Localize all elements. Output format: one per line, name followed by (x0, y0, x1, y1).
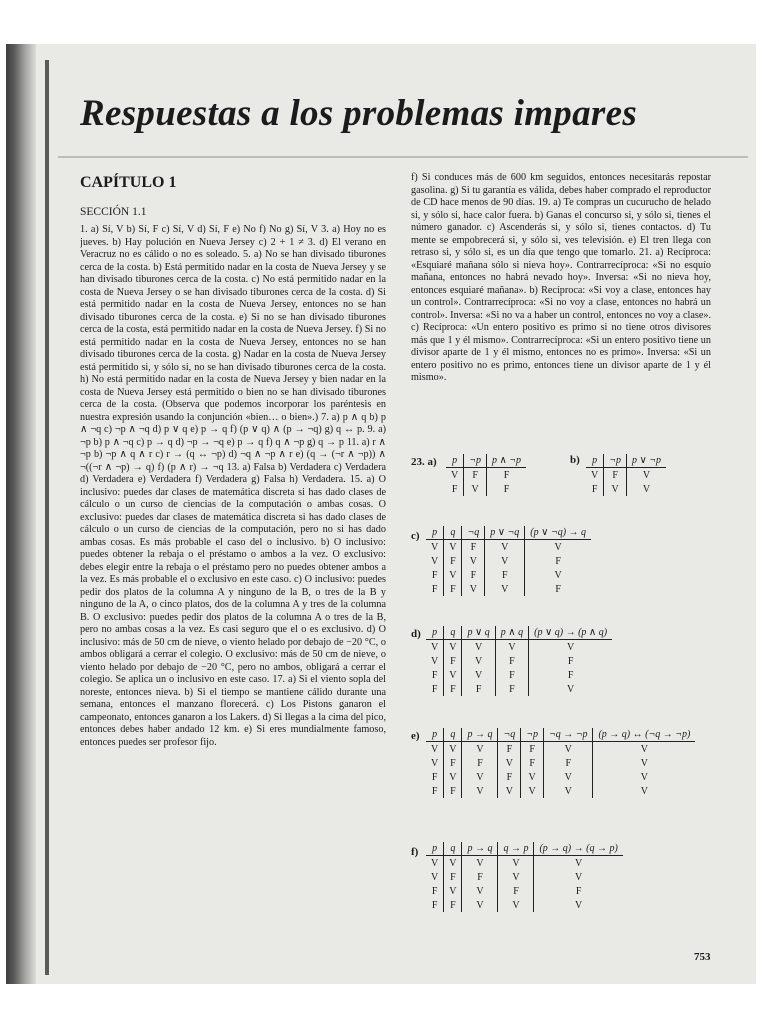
table-row (426, 870, 623, 884)
table-cell: F (426, 668, 444, 682)
answers-right-column: f) Si conduces más de 600 km seguidos, entonces necesitarás repostar gasolina. g) Si tu garantía es válida, debes haber comprado el reproductor de CD hace menos de 90 días. 19. a) Te compras un cucurucho de helado si, y sólo si, hace calor fuera. b) Ganas el concurso si, y sólo si, tienes el número ganador. c) Ascenderás si, y sólo si, tienes contactos. d) Tu mente se empobrecerá si, y sólo si, ves televisión. e) El tren llega con retraso si, y sólo si, es un día que tengo que tomarlo. 21. a) Recíproca: «Esquiaré mañana sólo si nieva hoy». Contrarrecíproca: «Si no esquío mañana, entonces no habrá nevado hoy». Inversa: «Si no nieva hoy, entonces esquiaré mañana». b) Recíproca: «Si voy a clase, entonces hay un control». Contrarrecíproca: «Si no voy a clase, entonces no habrá un control». Inversa: «Si no va a haber un control, entonces no voy a clase». c) Recíproca: «Un entero positivo es primo si no tiene otros divisores más que 1 y él mismo». Contrarrecíproca: «Si un entero positivo tiene un divisor aparte de 1 y él mismo, entonces no es primo». Inversa: «Si un entero positivo no es primo, entonces tiene un divisor aparte de 1 y él mismo». (411, 172, 711, 383)
table-row (586, 482, 666, 496)
table-cell: V (485, 554, 525, 568)
table-cell: F (444, 682, 462, 696)
table-cell: V (498, 898, 534, 912)
table-cell: F (426, 582, 444, 596)
table-header-row (586, 454, 666, 468)
table-cell: V (426, 540, 444, 555)
table-header-cell: p (446, 454, 464, 468)
table-cell: V (575, 857, 583, 869)
table-header-cell: ¬q → ¬p (543, 728, 593, 742)
table-header-cell: (p ∨ q) → (p ∧ q) (529, 626, 612, 640)
table-header-cell: p ∨ ¬q (485, 526, 525, 540)
table-header-row (426, 626, 612, 640)
truth-table-d (426, 626, 612, 696)
table-cell: V (462, 742, 498, 757)
table-cell: V (462, 784, 498, 798)
table-cell: V (554, 541, 562, 553)
table-cell: V (495, 640, 528, 655)
table-cell: V (586, 468, 604, 483)
table-cell: V (642, 469, 651, 481)
table-cell: F (575, 885, 582, 897)
table-header-cell: ¬q (498, 728, 521, 742)
title-divider (58, 156, 748, 158)
table-row (426, 554, 591, 568)
table-header-cell: p ∧ ¬p (486, 454, 526, 468)
table-header-cell: ¬p (464, 454, 487, 468)
table-header-cell: p ∨ q (462, 626, 495, 640)
table-cell: V (498, 856, 534, 871)
table-cell: V (566, 683, 575, 695)
table-cell: V (444, 568, 462, 582)
table-cell: F (444, 870, 462, 884)
table-cell: F (521, 756, 544, 770)
table-header-row (426, 842, 623, 856)
page-edge-line (45, 60, 49, 975)
table-cell: F (503, 469, 510, 481)
table-cell: V (444, 884, 462, 898)
table-header-row (426, 728, 695, 742)
table-cell: F (462, 870, 498, 884)
table-row (426, 654, 612, 668)
table-d-label: d) (411, 628, 421, 640)
table-cell: F (567, 669, 574, 681)
table-b-label: b) (570, 454, 580, 466)
table-f-label: f) (411, 846, 419, 858)
table-header-cell: p ∨ ¬p (626, 454, 666, 468)
table-cell: F (604, 468, 627, 483)
table-cell: F (444, 654, 462, 668)
table-cell: V (462, 770, 498, 784)
table-cell: F (444, 582, 462, 596)
table-row (426, 770, 695, 784)
table-cell: V (426, 856, 444, 871)
table-cell: V (462, 654, 495, 668)
table-cell: V (640, 785, 648, 797)
chapter-heading: CAPÍTULO 1 (80, 174, 177, 191)
table-header-cell: p (426, 728, 444, 742)
table-header-cell: p → q (462, 728, 498, 742)
table-e-label: e) (411, 730, 420, 742)
table-cell: V (426, 554, 444, 568)
table-cell: V (426, 654, 444, 668)
table-cell: V (444, 856, 462, 871)
table-cell: F (426, 884, 444, 898)
table-cell: V (485, 540, 525, 555)
table-cell: V (462, 668, 495, 682)
table-cell: F (543, 756, 593, 770)
table-cell: F (485, 568, 525, 582)
table-cell: V (566, 641, 575, 653)
table-row (426, 540, 591, 555)
table-cell: V (426, 640, 444, 655)
table-cell: F (444, 784, 462, 798)
table-cell: F (555, 583, 561, 595)
truth-table-c (426, 526, 591, 596)
table-cell: V (521, 784, 544, 798)
table-row (586, 468, 666, 483)
table-a-label: 23. a) (411, 456, 437, 468)
table-header-cell: q (444, 526, 462, 540)
table-row (426, 582, 591, 596)
table-header-cell: ¬p (521, 728, 544, 742)
table-header-cell: q → p (498, 842, 534, 856)
table-row (426, 856, 623, 871)
table-row (426, 742, 695, 757)
table-cell: V (462, 884, 498, 898)
table-cell: V (485, 582, 525, 596)
table-cell: F (462, 756, 498, 770)
section-heading: SECCIÓN 1.1 (80, 206, 147, 218)
table-cell: F (426, 770, 444, 784)
table-cell: F (555, 555, 561, 567)
table-cell: V (498, 784, 521, 798)
table-header-cell: p (426, 626, 444, 640)
table-cell: V (426, 756, 444, 770)
table-row (426, 668, 612, 682)
table-header-cell: (p → q) → (q → p) (534, 842, 623, 856)
table-header-cell: q (444, 626, 462, 640)
table-cell: F (462, 568, 485, 582)
table-cell: V (426, 870, 444, 884)
table-header-cell: (p ∨ ¬q) → q (525, 526, 591, 540)
table-header-row (426, 526, 591, 540)
table-row (426, 568, 591, 582)
table-cell: V (462, 856, 498, 871)
table-cell: V (543, 742, 593, 757)
truth-table-a (446, 454, 526, 496)
truth-table-e (426, 728, 695, 798)
table-cell: V (462, 898, 498, 912)
table-cell: F (464, 468, 487, 483)
table-row (446, 482, 526, 496)
table-cell: F (495, 668, 528, 682)
table-cell: F (426, 682, 444, 696)
truth-table-f (426, 842, 623, 912)
table-cell: V (575, 871, 583, 883)
table-cell: F (444, 898, 462, 912)
table-header-row (446, 454, 526, 468)
table-cell: V (444, 668, 462, 682)
table-header-cell: p → q (462, 842, 498, 856)
table-cell: F (446, 482, 464, 496)
table-cell: V (498, 756, 521, 770)
table-cell: F (426, 898, 444, 912)
table-cell: V (464, 482, 487, 496)
table-cell: F (426, 784, 444, 798)
table-cell: V (446, 468, 464, 483)
table-cell: F (586, 482, 604, 496)
table-header-cell: q (444, 842, 462, 856)
table-cell: V (642, 483, 651, 495)
page-title: Respuestas a los problemas impares (80, 93, 638, 134)
table-cell: F (462, 540, 485, 555)
page-number: 753 (694, 951, 711, 963)
table-row (446, 468, 526, 483)
table-header-cell: p ∧ q (495, 626, 528, 640)
table-cell: V (444, 540, 462, 555)
table-header-cell: p (426, 526, 444, 540)
table-cell: V (554, 569, 562, 581)
table-cell: F (495, 654, 528, 668)
table-cell: F (444, 756, 462, 770)
table-header-cell: ¬q (462, 526, 485, 540)
table-header-cell: (p → q) ↔ (¬q → ¬p) (593, 728, 695, 742)
table-row (426, 898, 623, 912)
table-cell: V (521, 770, 544, 784)
table-cell: F (462, 682, 495, 696)
table-row (426, 756, 695, 770)
table-cell: V (462, 582, 485, 596)
table-cell: F (426, 568, 444, 582)
table-row (426, 682, 612, 696)
table-cell: V (444, 770, 462, 784)
table-cell: F (567, 655, 574, 667)
table-cell: V (640, 743, 648, 755)
table-cell: V (444, 640, 462, 655)
table-cell: V (604, 482, 627, 496)
table-row (426, 884, 623, 898)
table-cell: V (444, 742, 462, 757)
truth-table-b (586, 454, 666, 496)
table-cell: F (498, 742, 521, 757)
table-header-cell: ¬p (604, 454, 627, 468)
table-cell: V (640, 771, 648, 783)
table-row (426, 784, 695, 798)
book-binding-shadow (6, 44, 36, 984)
table-cell: F (521, 742, 544, 757)
table-cell: F (498, 770, 521, 784)
table-cell: V (462, 640, 495, 655)
table-cell: F (498, 884, 534, 898)
table-header-cell: p (426, 842, 444, 856)
table-row (426, 640, 612, 655)
table-header-cell: q (444, 728, 462, 742)
table-c-label: c) (411, 530, 420, 542)
table-header-cell: p (586, 454, 604, 468)
table-cell: V (640, 757, 648, 769)
table-cell: V (543, 784, 593, 798)
table-cell: V (543, 770, 593, 784)
table-cell: V (498, 870, 534, 884)
table-cell: V (575, 899, 583, 911)
answers-left-column: 1. a) Sí, V b) Sí, F c) Sí, V d) Sí, F e) No f) No g) Sí, V 3. a) Hoy no es jueves. b) Hay polución en Nueva Jersey c) 2 + 1 ≠ 3. d) El verano en Veracruz no es cálido o no es soleado. 5. a) No se han divisado tiburones cerca de la costa. b) Está permitido nadar en la costa de Nueva Jersey y se han divisado tiburones cerca de la costa. c) No está permitido nadar en la costa de Nueva Jersey o se han divisado tiburones cerca de la costa. d) Si está permitido nadar en la costa de Nueva Jersey, entonces no se han divisado tiburones cerca de la costa. e) Si no se han divisado tiburones cerca de la costa, está permitido nadar en la costa de Nueva Jersey. f) Si no está permitido nadar en la costa de Nueva Jersey, entonces no se han divisado tiburones cerca de la costa. g) Nadar en la costa de Nueva Jersey está permitido si, y sólo si, no se han divisado tiburones cerca de la costa. h) No está permitido nadar en la costa de Nueva Jersey y bien nadar en la costa de Nueva Jersey está permitido o bien no se han divisado tiburones cerca de la costa. (Observa que podemos incorporar los paréntesis en nuestra expresión usando la conjunción «bien… o bien».) 7. a) p ∧ q b) p ∧ ¬q c) ¬p ∧ ¬q d) p ∨ q e) p → q f) (p ∨ q) ∧ (p → ¬q) g) q ↔ p. 9. a) ¬p b) p ∧ ¬q c) p → q d) ¬p → ¬q e) p → q f) q ∧ ¬p g) q → p 11. a) r ∧ ¬p b) ¬p ∧ q ∧ r c) r → (q ↔ ¬p) d) ¬q ∧ ¬p ∧ r e) (q → (¬r ∧ ¬p)) ∧ ¬((¬r ∧ ¬p) → q) f) (p ∧ r) → ¬q 13. a) Falsa b) Verdadera c) Verdadera d) Verdadera e) Verdadera f) Verdadera g) Falsa h) Verdadera. 15. a) O inclusivo: puedes dar clases de matemática discreta si has dado clases de cálculo o un curso de ciencias de la computación o ambas cosas. O exclusivo: puedes dar clases de matemática discreta si has dado clases de cálculo o un curso de ciencias de la computación, pero no si has dado ambas cosas. Es más probable el caso del o inclusivo. b) O inclusivo: puedes obtener la rebaja o el préstamo o ambos a la vez. O exclusivo: debes elegir entre la rebaja o el préstamo pero no puedes obtener ambos a la vez. Es más probable el o exclusivo en este caso. c) O inclusivo: puedes pedir dos platos de la columna A y ninguno de la B, o tres de la B y ninguno de la A, o cinco platos, dos de la columna A y tres de la columna B. O exclusivo: puedes pedir dos platos de la columna A o tres de la B, pero no ambas cosas a la vez. Es casi seguro que el o es exclusivo. d) O inclusivo: más de 50 cm de nieve, o viento helado por debajo de −20 °C, o ambos obligará a cerrar el colegio. O exclusivo: más de 50 cm de nieve, o viento helado por debajo de −20 °C, pero no ambos, obligará a cerrar el colegio. Se aplica un o inclusivo en este caso. 17. a) Si el viento sopla del noreste, entonces nieva. b) Si el tiempo se mantiene cálido durante una semana, entonces el manzano florecerá. c) Los Pistons ganaron el campeonato, entonces ganaron a los Lakers. d) Si llegas a la cima del pico, entonces debes haber andado 12 km. e) Si eres mundialmente famoso, entonces puedes ser profesor fijo. (80, 224, 386, 748)
table-cell: F (503, 483, 510, 495)
table-cell: V (426, 742, 444, 757)
table-cell: V (462, 554, 485, 568)
table-cell: F (495, 682, 528, 696)
table-cell: F (444, 554, 462, 568)
